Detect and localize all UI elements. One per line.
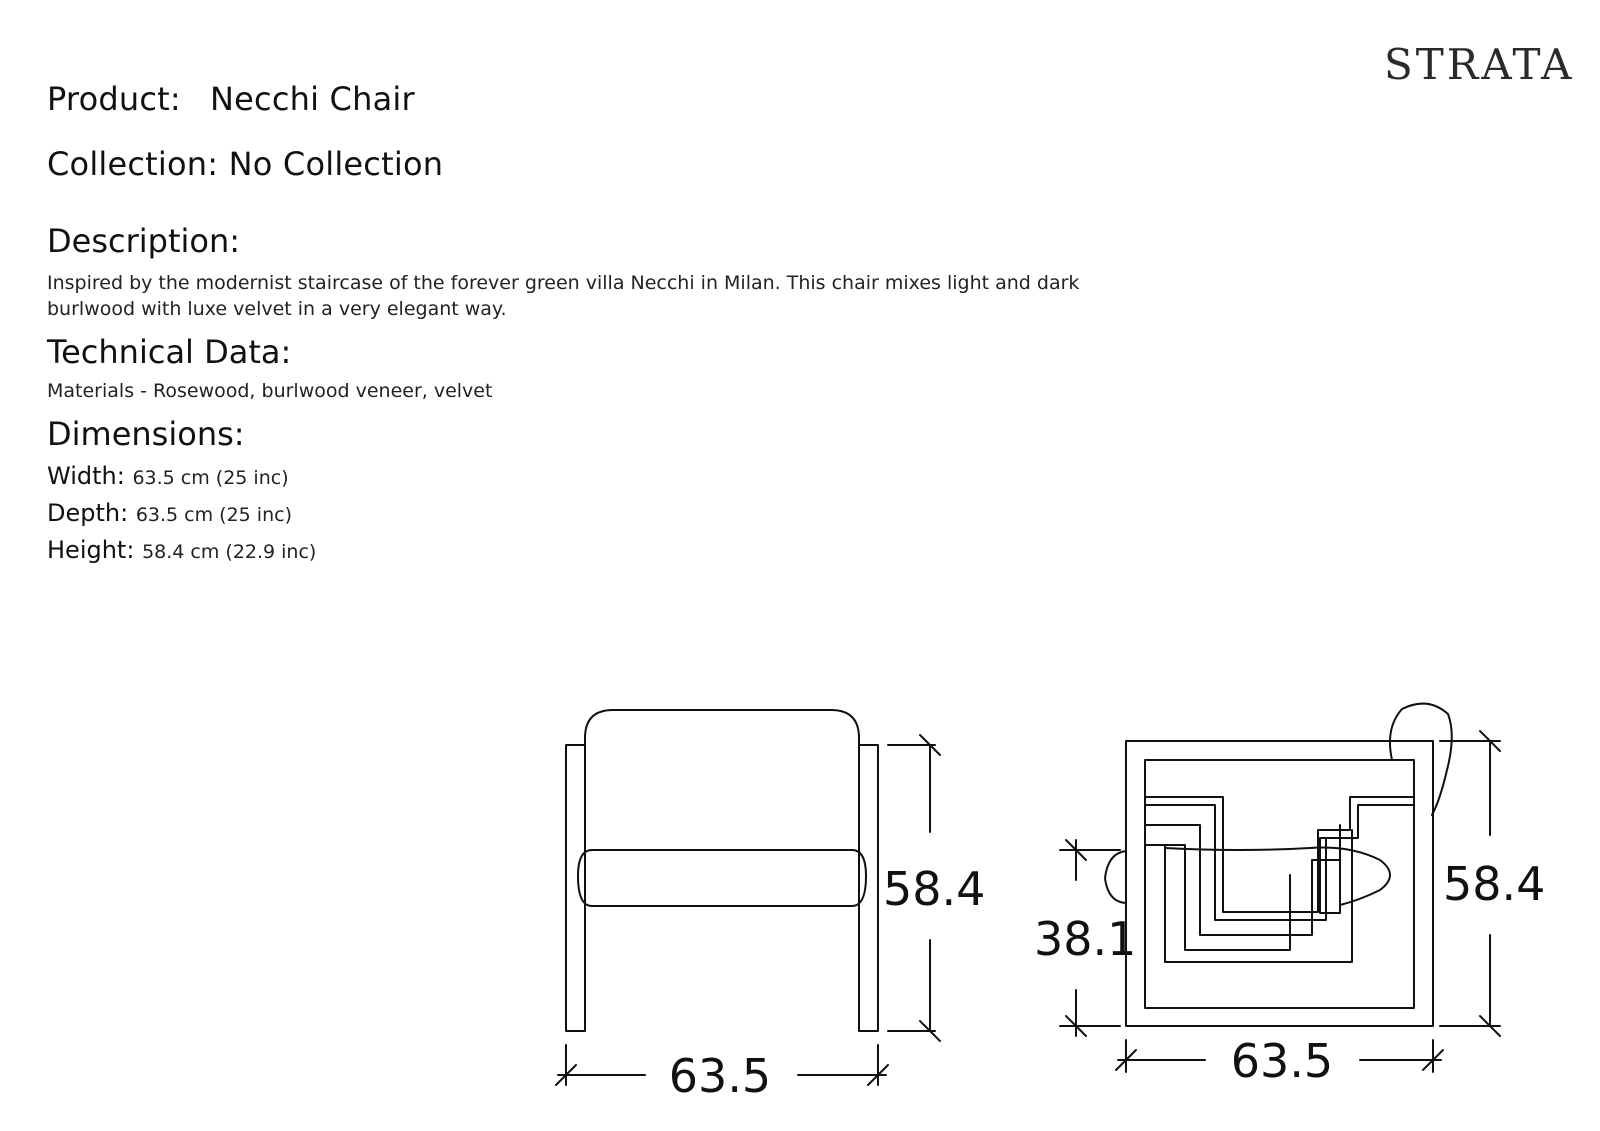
side-armrest	[1105, 851, 1126, 903]
front-seat-cushion	[578, 850, 866, 906]
dimension-width-value: 63.5 cm (25 inc)	[132, 467, 289, 489]
front-left-leg	[566, 745, 585, 1031]
description-text: Inspired by the modernist staircase of the forever green villa Necchi in Milan. This chair mixes light and dark burlwood with luxe velvet in a very elegant way.	[47, 272, 1080, 320]
product-label: Product:	[47, 80, 181, 118]
dimension-depth-label: Depth:	[47, 499, 129, 527]
front-height-dimension: 58.4	[883, 862, 986, 916]
brand-logo: STRATA	[1384, 40, 1575, 89]
side-seat-curve	[1165, 848, 1390, 906]
dimension-height-label: Height:	[47, 536, 135, 564]
collection-line: Collection: No Collection	[47, 145, 444, 183]
description-heading: Description:	[47, 222, 241, 260]
product-name: Necchi Chair	[210, 80, 415, 118]
front-right-leg	[859, 745, 878, 1031]
side-view-drawing	[1034, 704, 1545, 1088]
dimension-height-value: 58.4 cm (22.9 inc)	[142, 541, 317, 563]
dimension-depth-value: 63.5 cm (25 inc)	[135, 504, 292, 526]
side-width-dimension: 63.5	[1230, 1034, 1334, 1088]
side-seat-height-dimension: 38.1	[1034, 912, 1137, 966]
dimension-width-label: Width:	[47, 462, 125, 490]
front-view-drawing	[556, 710, 985, 1103]
front-backrest	[585, 710, 859, 850]
materials-text: Materials - Rosewood, burlwood veneer, velvet	[47, 380, 493, 402]
technical-data-heading: Technical Data:	[47, 333, 292, 371]
side-inner-slot	[1320, 838, 1340, 913]
front-width-dimension: 63.5	[668, 1049, 772, 1103]
side-stair-path-3	[1145, 825, 1340, 935]
dimensions-heading: Dimensions:	[47, 415, 245, 453]
side-height-dimension: 58.4	[1443, 857, 1546, 911]
